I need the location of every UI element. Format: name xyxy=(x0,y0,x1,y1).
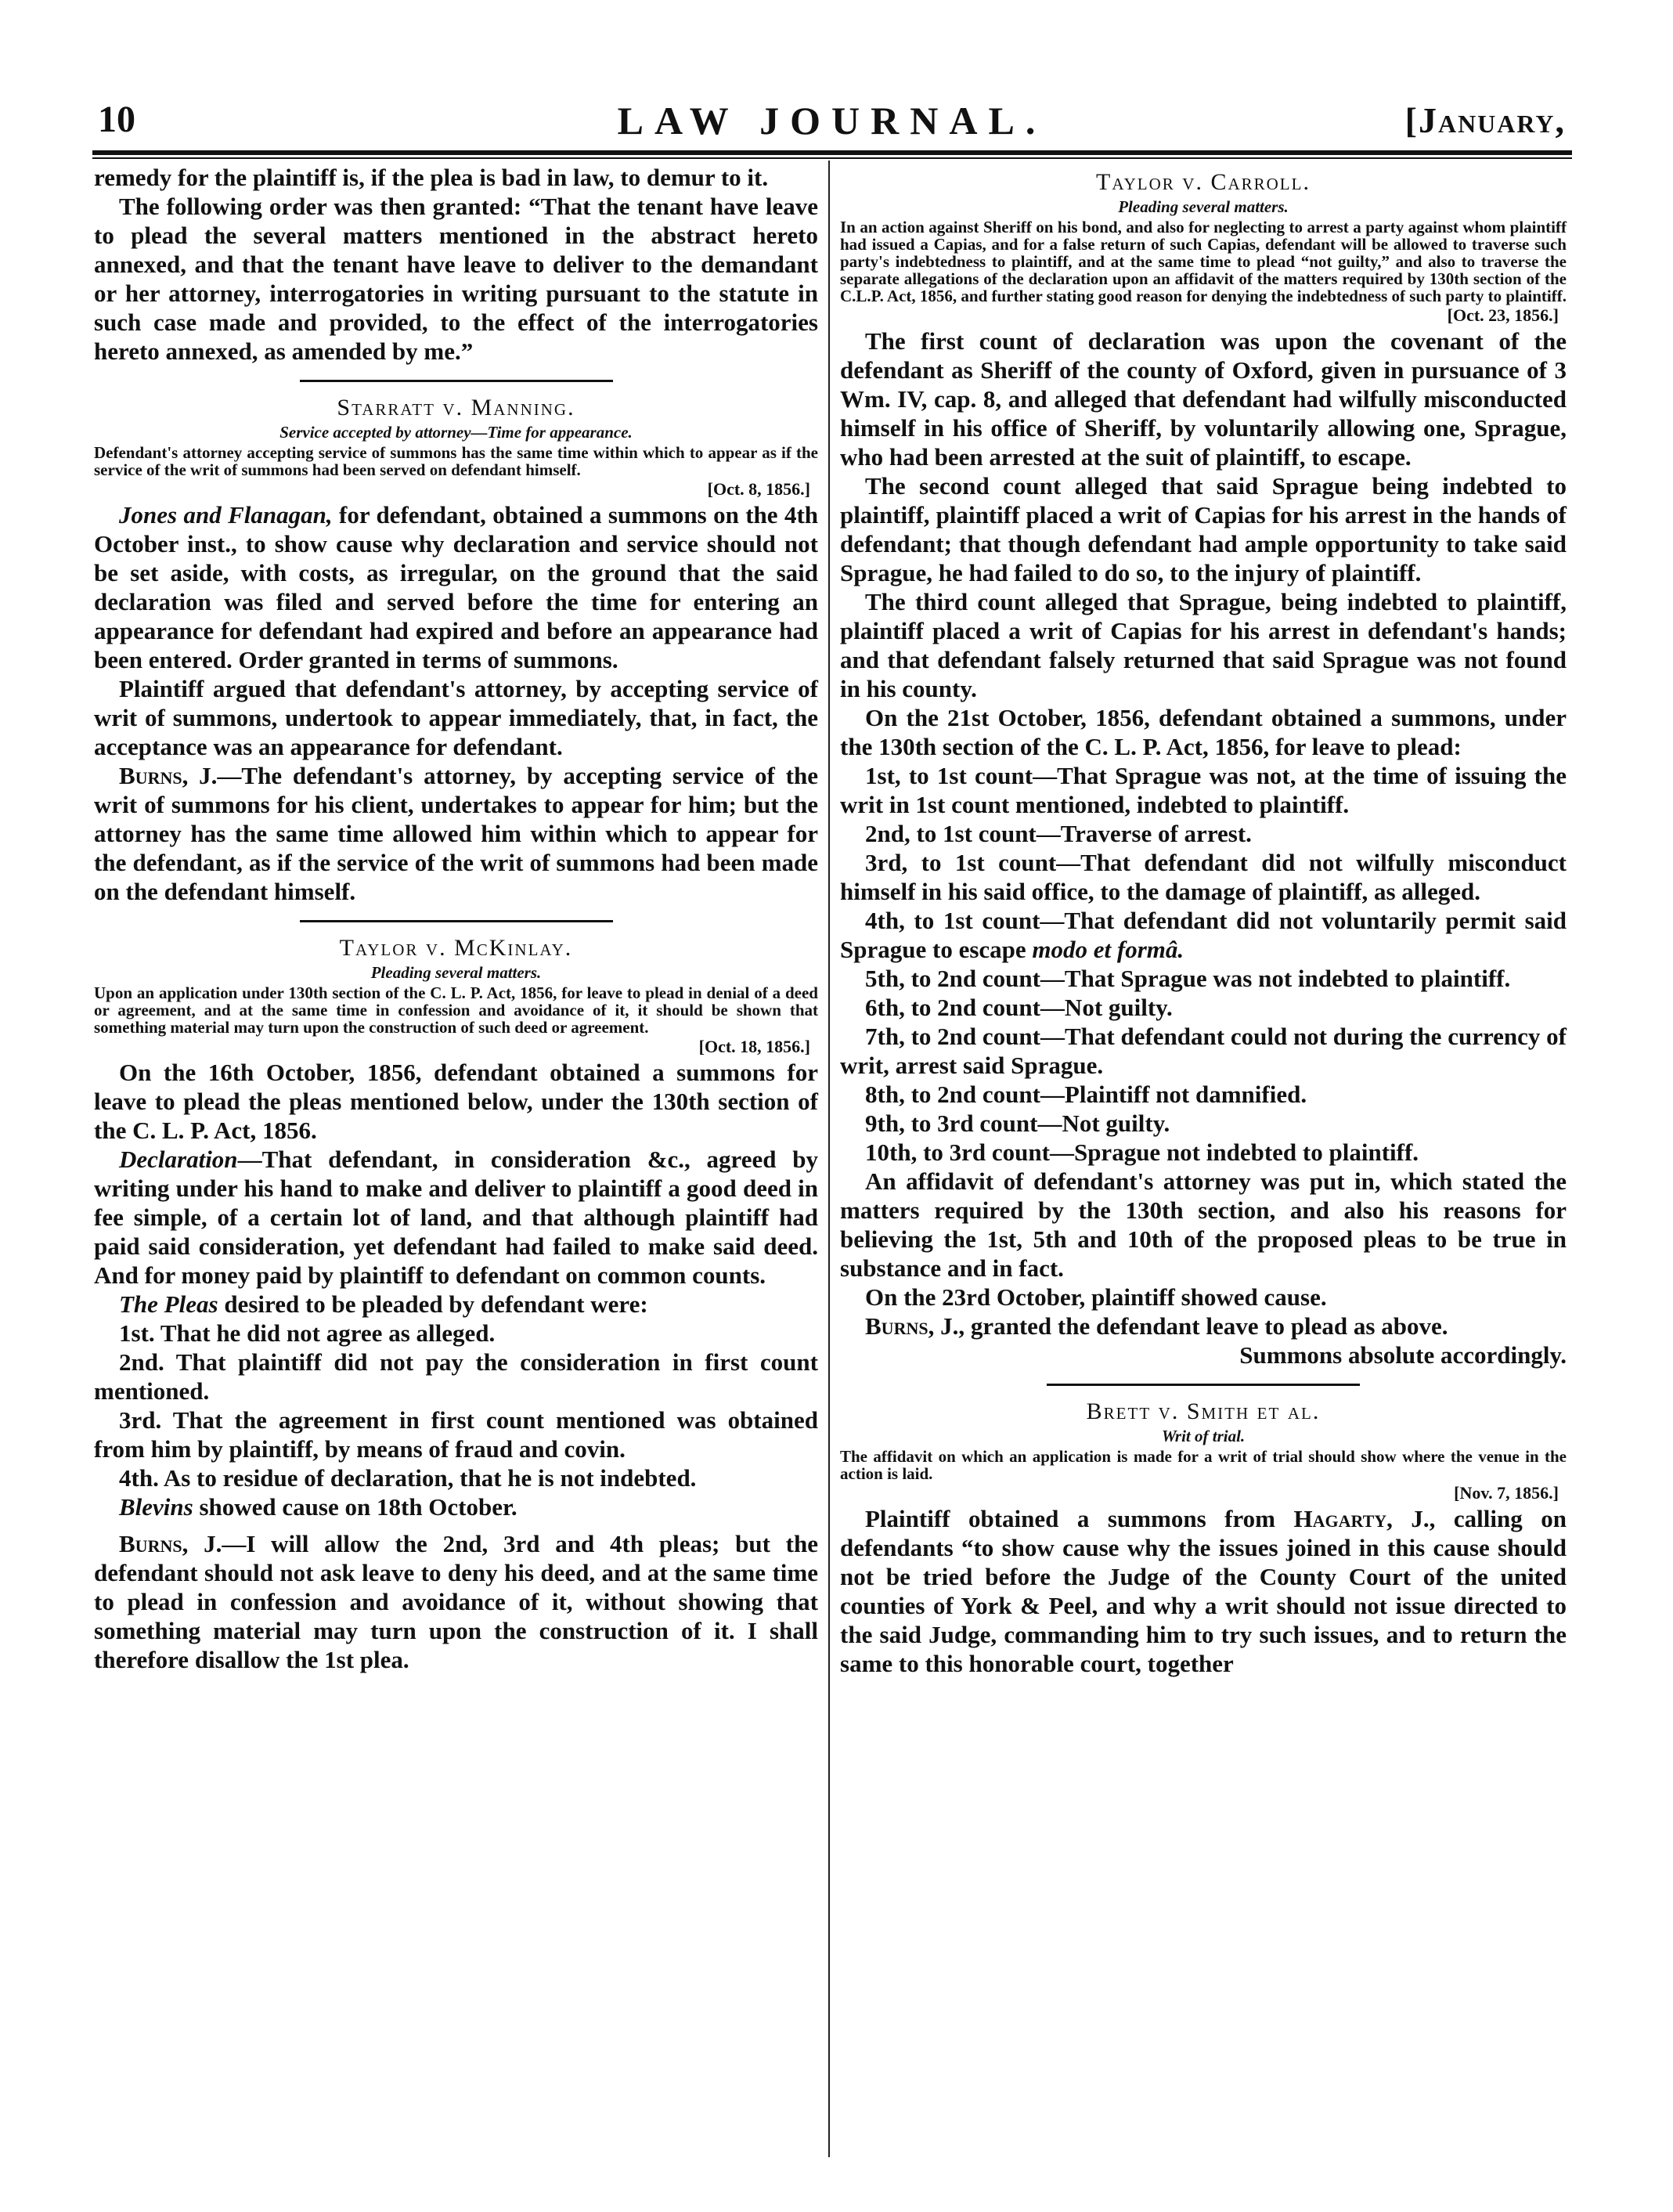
case-headnote: Defendant's attorney accepting service of summons has the same time within which to appear as if the service of the writ of summons had been served on defendant himself. xyxy=(94,443,818,479)
plea-item: 3rd, to 1st count—That defendant did not wilfully misconduct himself in his said office, to the damage of plaintiff, as alleged. xyxy=(840,849,1567,905)
plea-item: 1st, to 1st count—That Sprague was not, at the time of issuing the writ in 1st count mentioned, indebted to plaintiff. xyxy=(840,762,1567,818)
case-date: [Oct. 18, 1856.] xyxy=(698,1037,810,1056)
paragraph: Summons absolute accordingly. xyxy=(1239,1341,1567,1369)
section-label: The Pleas xyxy=(119,1290,218,1318)
section-divider xyxy=(300,380,613,382)
paragraph-text: desired to be pleaded by defendant were: xyxy=(218,1290,648,1318)
header-rule-thin xyxy=(92,157,1572,159)
case-title: Starratt v. Manning. xyxy=(337,395,575,420)
judge-name: Burns, J. xyxy=(119,762,218,789)
paragraph-text: —The defendant's attorney, by accepting service of the writ of summons for his client, undertakes to appear for him; but the attorney has the same time allowed him within which to appear for the defendant, as if the service of the writ of summons had been made on the defendant himself. xyxy=(94,762,818,905)
paragraph: The third count alleged that Sprague, being indebted to plaintiff, plaintiff placed a writ of Capias for his arrest in defendant's hands; and that defendant falsely returned that said Sprague was not found in his county. xyxy=(840,588,1567,702)
section-divider xyxy=(1047,1384,1360,1386)
case-headnote: Upon an application under 130th section of the C. L. P. Act, 1856, for leave to plead in denial of a deed or agreement, and at the same time in confession and avoidance of it, it should be shown that something material may turn upon the construction of such deed or agreement. xyxy=(94,983,818,1037)
counsel-names: Jones and Flanagan, xyxy=(119,501,333,529)
paragraph xyxy=(94,1529,818,1674)
judge-name: Burns, J. xyxy=(865,1312,959,1340)
case-title: Brett v. Smith et al. xyxy=(1086,1398,1321,1424)
case-date: [Oct. 8, 1856.] xyxy=(707,479,810,499)
left-column xyxy=(94,163,818,1674)
plea-item: 1st. That he did not agree as alleged. xyxy=(119,1319,496,1347)
case-subtitle: Pleading several matters. xyxy=(1118,197,1289,216)
paragraph xyxy=(840,1504,1567,1678)
plea-item: 10th, to 3rd count—Sprague not indebted to plaintiff. xyxy=(865,1138,1419,1166)
page-number: 10 xyxy=(98,99,135,140)
paragraph xyxy=(840,1312,1567,1341)
right-column xyxy=(840,163,1567,1678)
paragraph xyxy=(94,500,818,674)
section-divider xyxy=(300,920,613,922)
case-title: Taylor v. Carroll. xyxy=(1096,169,1311,195)
paragraph-text: —I will allow the 2nd, 3rd and 4th pleas; but the defendant should not ask leave to deny his deed, and at the same time to plead in confession and avoidance of it, without showing that something material may turn upon the construction of it. I shall therefore disallow the 1st plea. xyxy=(94,1530,818,1673)
paragraph: On the 23rd October, plaintiff showed cause. xyxy=(865,1283,1327,1311)
plea-item: 8th, to 2nd count—Plaintiff not damnified. xyxy=(865,1081,1307,1108)
plea-item: 4th. As to residue of declaration, that he is not indebted. xyxy=(119,1464,697,1492)
paragraph-text: , calling on defendants “to show cause why the issues joined in this cause should not be tried before the Judge of the County Court of the united counties of York & Peel, and why a writ should not issue directed to the said Judge, commanding him to try such issues, and to return the same to this honorable court, together xyxy=(840,1505,1567,1677)
case-headnote: In an action against Sheriff on his bond, and also for neglecting to arrest a party against whom plaintiff had issued a Capias, and for a false return of such Capias, defendant will be allowed to traverse such party's indebtedness to plaintiff, and at the same time to plead “not guilty,” and also to traverse the separate allegations of the declaration upon an affidavit of the matters required by 130th section of the C.L.P. Act, 1856, and further stating good reason for denying the indebtedness of such party to plaintiff. xyxy=(840,218,1567,305)
section-label: Declaration xyxy=(119,1146,238,1173)
case-subtitle: Service accepted by attorney—Time for appearance. xyxy=(279,423,633,442)
paragraph xyxy=(94,1290,818,1319)
paragraph: On the 21st October, 1856, defendant obtained a summons, under the 130th section of the C. L. P. Act, 1856, for leave to plead: xyxy=(840,704,1567,760)
paragraph-text: Plaintiff obtained a summons from xyxy=(865,1505,1294,1532)
case-headnote: The affidavit on which an application is made for a writ of trial should show where the venue in the action is laid. xyxy=(840,1447,1567,1483)
page-header xyxy=(98,98,1566,145)
paragraph: The first count of declaration was upon the covenant of the defendant as Sheriff of the county of Oxford, given in pursuance of 3 Wm. IV, cap. 8, and alleged that defendant had wilfully misconducted himself in his office of Sheriff, by voluntarily allowing one, Sprague, who had been arrested at the suit of plaintiff, to escape. xyxy=(840,327,1567,471)
plea-item xyxy=(840,906,1567,964)
paragraph xyxy=(94,1145,818,1290)
paragraph xyxy=(94,761,818,906)
case-subtitle: Pleading several matters. xyxy=(370,963,542,982)
paragraph: An affidavit of defendant's attorney was put in, which stated the matters required by the 130th section, and also his reasons for believing the 1st, 5th and 10th of the proposed pleas to be true in substance and in fact. xyxy=(840,1167,1567,1282)
plea-item: 9th, to 3rd count—Not guilty. xyxy=(865,1110,1170,1137)
plea-item: 5th, to 2nd count—That Sprague was not indebted to plaintiff. xyxy=(865,965,1511,992)
plea-item: 2nd. That plaintiff did not pay the consideration in first count mentioned. xyxy=(94,1348,818,1405)
paragraph: remedy for the plaintiff is, if the plea is bad in law, to demur to it. xyxy=(94,164,769,191)
paragraph: On the 16th October, 1856, defendant obtained a summons for leave to plead the pleas mentioned below, under the 130th section of the C. L. P. Act, 1856. xyxy=(94,1059,818,1144)
column-divider xyxy=(828,161,830,2157)
case-date: [Oct. 23, 1856.] xyxy=(1447,305,1559,325)
case-date: [Nov. 7, 1856.] xyxy=(1454,1483,1559,1503)
paragraph: The following order was then granted: “That the tenant have leave to plead the several matters mentioned in the abstract hereto annexed, and that the tenant have leave to deliver to the demandant or her attorney, interrogatories in writing pursuant to the statute in such case made and provided, to the effect of the interrogatories hereto annexed, as amended by me.” xyxy=(94,193,818,365)
paragraph: The second count alleged that said Sprague being indebted to plaintiff, plaintiff placed a writ of Capias for his arrest in the hands of defendant; that though defendant had ample opportunity to take said Sprague, he had failed to do so, to the injury of plaintiff. xyxy=(840,472,1567,586)
case-title: Taylor v. McKinlay. xyxy=(339,935,573,961)
paragraph-text: for defendant, obtained a summons on the 4th October inst., to show cause why declaration and service should not be set aside, with costs, as irregular, on the ground that the said declaration was filed and served before the time for entering an appearance for defendant had expired and before an appearance had been entered. Order granted in terms of summons. xyxy=(94,501,819,673)
judge-name: Hagarty, J. xyxy=(1293,1505,1430,1532)
counsel-names: Blevins xyxy=(119,1493,193,1521)
plea-item: 3rd. That the agreement in first count mentioned was obtained from him by plaintiff, by means of fraud and covin. xyxy=(94,1406,818,1463)
plea-item: 6th, to 2nd count—Not guilty. xyxy=(865,994,1173,1021)
paragraph-text: showed cause on 18th October. xyxy=(193,1493,517,1521)
paragraph xyxy=(94,1492,818,1521)
plea-item: 7th, to 2nd count—That defendant could not during the currency of writ, arrest said Sprague. xyxy=(840,1023,1567,1079)
plea-text: 4th, to 1st count—That defendant did not voluntarily permit said Sprague to escape xyxy=(840,907,1567,963)
plea-item: 2nd, to 1st count—Traverse of arrest. xyxy=(865,820,1252,847)
paragraph-text: , granted the defendant leave to plead as above. xyxy=(958,1312,1448,1340)
header-rule xyxy=(92,150,1572,155)
header-month: [January, xyxy=(1404,100,1566,140)
paragraph-text: —That defendant, in consideration &c., agreed by writing under his hand to make and deliver to plaintiff a good deed in fee simple, of a certain lot of land, and that although plaintiff had paid said consideration, yet defendant had failed to make said deed. And for money paid by plaintiff to defendant on common counts. xyxy=(94,1146,818,1289)
journal-title: LAW JOURNAL. xyxy=(617,99,1047,143)
paragraph: Plaintiff argued that defendant's attorney, by accepting service of writ of summons, undertook to appear immediately, that, in fact, the acceptance was an appearance for defendant. xyxy=(94,675,818,760)
case-subtitle: Writ of trial. xyxy=(1161,1427,1246,1445)
judge-name: Burns, J. xyxy=(119,1530,222,1557)
latin-phrase: modo et formâ. xyxy=(1032,936,1184,963)
